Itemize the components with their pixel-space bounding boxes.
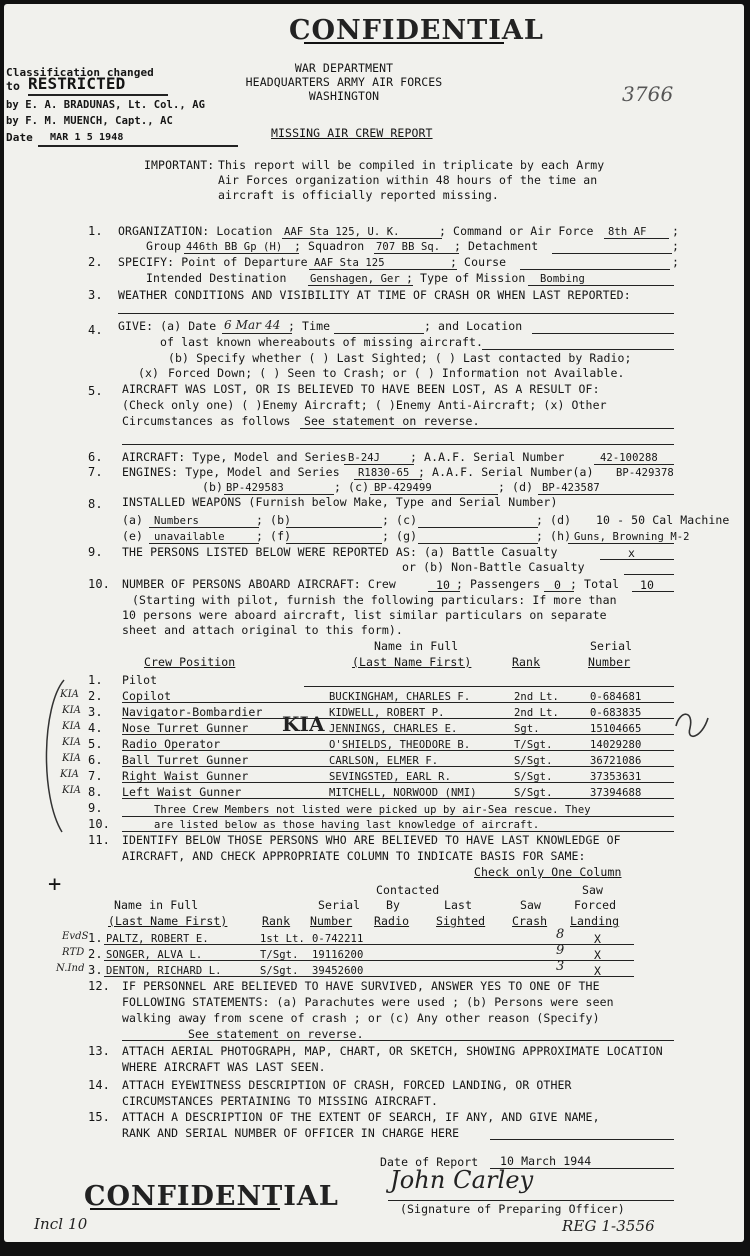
crew-row-number: 2. [88,689,103,703]
crew-serial: 15104665 [590,723,642,735]
item-9-number: 9. [88,545,103,559]
crew-header-name-2: (Last Name First) [352,655,472,669]
k-header-forced-2: Forced [574,898,617,912]
item-6-type-label: AIRCRAFT: Type, Model and Series [122,450,347,464]
crew-rank: 2nd Lt. [514,691,559,703]
crew-serial: 37394688 [590,787,642,799]
field-line [482,349,674,350]
field-line [149,543,259,544]
item-10-passengers: 0 [554,578,562,592]
item-10-crew-label: NUMBER OF PERSONS ABOARD AIRCRAFT: Crew [122,577,396,591]
field-line [528,285,674,286]
field-line [122,734,674,735]
item-10-number: 10. [88,577,110,591]
item-10-line-4: sheet and attach original to this form). [122,623,403,637]
item-7-d-label: ; (d) [498,480,534,494]
classification-line-4: by F. M. MUENCH, Capt., AC [6,115,173,127]
knowledge-forced: X [594,948,602,962]
item-1-location: AAF Sta 125, U. K. [284,226,400,238]
k-header-saw-1: Saw [520,898,542,912]
item-7-number: 7. [88,465,103,479]
crew-position: Ball Turret Gunner [122,753,249,767]
item-15-line-2: RANK AND SERIAL NUMBER OF OFFICER IN CHARGE HERE [122,1126,460,1140]
k-header-rank: Rank [262,914,291,928]
knowledge-serial: 39452600 [312,965,364,977]
field-line [334,333,424,334]
field-line [632,591,674,592]
item-14-line-2: CIRCUMSTANCES PERTAINING TO MISSING AIRCRAFT. [122,1094,439,1108]
field-line [122,1040,674,1041]
date-of-report: 10 March 1944 [500,1154,592,1168]
crew-position: Nose Turret Gunner [122,721,249,735]
classification-date-line [38,145,238,147]
crew-position: Left Waist Gunner [122,785,242,799]
crew-row-number: 5. [88,737,103,751]
header-washington: WASHINGTON [308,89,380,103]
item-7-serial-label: ; A.A.F. Serial Number(a) [418,465,594,479]
crew-status-mark: KIA [62,753,81,764]
crew-serial: 14029280 [590,739,642,751]
item-2-departure-label: SPECIFY: Point of Departure [118,255,308,269]
corner-number: 3766 [622,82,674,106]
field-line [122,702,674,703]
item-1-command: 8th AF [608,226,647,238]
item-1-squadron: 707 BB Sq. [376,241,441,253]
knowledge-row-number: 3. [88,963,103,977]
item-8-number: 8. [88,497,103,511]
classification-restricted: RESTRICTED [28,74,126,93]
field-line [122,782,674,783]
knowledge-rank: T/Sgt. [260,949,299,961]
bottom-left-note: Incl 10 [34,1215,88,1233]
knowledge-status-mark: RTD [62,947,85,958]
stamp-strikeout [304,42,504,44]
item-3-weather: WEATHER CONDITIONS AND VISIBILITY AT TIME OF CRASH OR WHEN LAST REPORTED: [118,288,631,302]
knowledge-note: 3 [556,959,565,974]
item-10-total: 10 [640,578,655,592]
signature-caption: (Signature of Preparing Officer) [400,1202,625,1216]
item-1-end-2: ; [672,239,680,253]
field-line [544,591,574,592]
item-8-e: unavailable [154,531,225,543]
crew-serial: 37353631 [590,771,642,783]
field-line [309,269,457,270]
margin-plus-mark: + [48,872,62,897]
item-8-h: Guns, Browning M-2 [574,531,690,543]
important-line-1: This report will be compiled in triplicate by each Army [218,158,605,172]
item-3-number: 3. [88,288,103,302]
item-7-serial-b: BP-429583 [226,482,284,494]
field-line [184,253,299,254]
classification-date-label: Date [6,131,33,144]
knowledge-rank: 1st Lt. [260,933,305,945]
field-line [308,285,413,286]
crew-name: O'SHIELDS, THEODORE B. [329,739,471,751]
field-line [594,464,674,465]
important-line-3: aircraft is officially reported missing. [218,188,499,202]
crew-rank: Sgt. [514,723,540,735]
crew-status-mark: KIA [62,705,81,716]
item-10-line-2: (Starting with pilot, furnish the following particulars: If more than [132,593,617,607]
item-4-line-4: Forced Down; ( ) Seen to Crash; or ( ) Information not Available. [168,366,625,380]
crew-rank: S/Sgt. [514,771,553,783]
item-4-date: 6 Mar 44 [224,318,281,332]
crew-row-number: 6. [88,753,103,767]
field-line [122,444,674,445]
item-7-serial-c: BP-429499 [374,482,432,494]
k-header-name-1: Name in Full [114,898,199,912]
crew-rank: 2nd Lt. [514,707,559,719]
crew-rank: S/Sgt. [514,755,553,767]
confidential-stamp-top: CONFIDENTIAL [289,15,544,46]
classification-date: MAR 1 5 1948 [50,132,124,143]
important-label: IMPORTANT: [144,158,215,172]
item-1-command-label: ; Command or Air Force [439,224,594,238]
item-7-engine: R1830-65 [358,467,410,479]
field-line [122,718,674,719]
item-2-course-label: ; Course [450,255,507,269]
knowledge-status-mark: EvdS [62,931,89,942]
item-1-detachment-label: ; Detachment [454,239,539,253]
item-7-b-label: (b) [202,480,224,494]
crew-position: Radio Operator [122,737,221,751]
item-4-line-3: (b) Specify whether ( ) Last Sighted; ( ) Last contacted by Radio; [168,351,632,365]
item-5-line-3: Circumstances as follows [122,414,291,428]
item-4-time-label: ; Time [288,319,331,333]
item-7-type-label: ENGINES: Type, Model and Series [122,465,340,479]
crew-row-number: 8. [88,785,103,799]
crew-header-serial-2: Number [588,655,631,669]
field-line [532,333,674,334]
item-8-e-label: (e) [122,529,144,543]
field-line [122,816,674,817]
crew-name: KIDWELL, ROBERT P. [329,707,445,719]
item-8-a-label: (a) [122,513,144,527]
field-line [428,591,460,592]
item-6-serial-label: ; A.A.F. Serial Number [410,450,565,464]
item-2-destination-label: Intended Destination [146,271,287,285]
crew-header-position: Crew Position [144,655,236,669]
field-line [118,313,674,314]
item-7-c-label: ; (c) [334,480,370,494]
item-5-line-1: AIRCRAFT WAS LOST, OR IS BELIEVED TO HAVE BEEN LOST, AS A RESULT OF: [122,382,600,396]
k-header-last-1: Last [444,898,473,912]
field-line [418,527,538,528]
knowledge-row-number: 1. [88,931,103,945]
k-header-contacted-1: Contacted [376,883,440,897]
header-war-department: WAR DEPARTMENT [294,61,394,75]
field-line [300,428,674,429]
item-4-number: 4. [88,323,103,337]
item-2-departure: AAF Sta 125 [314,257,385,269]
field-line [122,831,674,832]
item-2-mission-label: ; Type of Mission [406,271,526,285]
item-11-check-only: Check only One Column [474,865,622,879]
crew-status-mark: KIA [62,785,81,796]
k-header-contacted-2: By [386,898,401,912]
k-header-serial-2: Number [310,914,353,928]
crew-name: BUCKINGHAM, CHARLES F. [329,691,471,703]
crew-status-mark: KIA [62,737,81,748]
item-5-line-2: (Check only one) ( )Enemy Aircraft; ( )Enemy Anti-Aircraft; (x) Other [122,398,607,412]
field-line [222,333,292,334]
field-line [600,559,674,560]
item-4-line-2: of last known whereabouts of missing aircraft. [160,335,484,349]
important-line-2: Air Forces organization within 48 hours of the time an [218,173,598,187]
item-8-a: Numbers [154,515,199,527]
field-line [374,253,459,254]
item-10-line-3: 10 persons were aboard aircraft, list similar particulars on separate [122,608,607,622]
crew-position: Navigator-Bombardier [122,705,263,719]
item-8-h-label: ; (h) [536,529,572,543]
field-line [149,527,259,528]
item-4-location-label: ; and Location [424,319,523,333]
handwritten-kia: KIA [282,712,325,736]
item-13-line-2: WHERE AIRCRAFT WAS LAST SEEN. [122,1060,326,1074]
item-2-destination: Genshagen, Ger [310,273,400,285]
crew-header-name-1: Name in Full [374,639,459,653]
field-line [104,960,634,961]
crew-position: Pilot [122,673,158,687]
field-line [624,574,674,575]
knowledge-serial: 0-742211 [312,933,364,945]
item-4-forced-mark: (x) [138,366,160,380]
k-header-forced-1: Saw [582,883,604,897]
crew-status-mark: KIA [60,689,79,700]
field-line [122,766,674,767]
crew-row-number: 9. [88,801,103,815]
form-title: MISSING AIR CREW REPORT [271,126,433,140]
knowledge-status-mark: N.Ind [56,963,85,974]
item-13-line-1: ATTACH AERIAL PHOTOGRAPH, MAP, CHART, OR SKETCH, SHOWING APPROXIMATE LOCATION [122,1044,663,1058]
crew-serial: 0-683835 [590,707,642,719]
crew-note-line-2: are listed below as those having last knowledge of aircraft. [154,819,540,831]
field-line [604,238,669,239]
field-line [104,976,634,977]
item-6-serial: 42-100288 [600,452,658,464]
classification-line-3: by E. A. BRADUNAS, Lt. Col., AG [6,99,206,111]
item-12-line-3: walking away from scene of crash ; or (c) Any other reason (Specify) [122,1011,600,1025]
crew-header-serial-1: Serial [590,639,633,653]
field-line [490,1139,674,1140]
crew-status-mark: KIA [62,721,81,732]
item-15-line-1: ATTACH A DESCRIPTION OF THE EXTENT OF SEARCH, IF ANY, AND GIVE NAME, [122,1110,600,1124]
item-8-g-label: ; (g) [382,529,418,543]
k-header-forced-3: Landing [570,914,620,928]
k-header-name-2: (Last Name First) [108,914,228,928]
crew-row-number: 10. [88,817,110,831]
item-10-total-label: ; Total [570,577,620,591]
classification-underline [28,94,168,96]
crew-header-rank: Rank [512,655,541,669]
item-1-squadron-label: ; Squadron [294,239,365,253]
item-8-line-1: INSTALLED WEAPONS (Furnish below Make, Type and Serial Number) [122,495,558,509]
field-line [520,269,670,270]
field-line [286,527,382,528]
signature: John Carley [390,1166,534,1194]
item-11-line-1: IDENTIFY BELOW THOSE PERSONS WHO ARE BELIEVED TO HAVE LAST KNOWLEDGE OF [122,833,621,847]
item-6-number: 6. [88,450,103,464]
crew-position: Copilot [122,689,172,703]
item-11-number: 11. [88,833,110,847]
crew-name: CARLSON, ELMER F. [329,755,439,767]
item-8-f-label: ; (f) [256,529,292,543]
item-4-date-label: GIVE: (a) Date [118,319,217,333]
crew-note-line-1: Three Crew Members not listed were picked up by air-Sea rescue. They [154,804,591,816]
date-of-report-label: Date of Report [380,1155,479,1169]
field-line [304,686,674,687]
knowledge-forced: X [594,932,602,946]
item-12-line-4: See statement on reverse. [188,1027,364,1041]
item-12-line-2: FOLLOWING STATEMENTS: (a) Parachutes were used ; (b) Persons were seen [122,995,614,1009]
item-7-serial-d: BP-423587 [542,482,600,494]
k-header-serial-1: Serial [318,898,361,912]
crew-position: Right Waist Gunner [122,769,249,783]
item-2-end: ; [672,255,680,269]
item-1-end: ; [672,224,680,238]
crew-name: MITCHELL, NORWOOD (NMI) [329,787,477,799]
bracket-mark [34,676,74,836]
crew-status-mark: KIA [60,769,79,780]
crew-rank: T/Sgt. [514,739,553,751]
knowledge-name: PALTZ, ROBERT E. [106,933,209,945]
item-6-aircraft: B-24J [348,452,381,464]
field-line [568,543,674,544]
classification-to: to [6,79,21,93]
item-8-c-label: ; (c) [382,513,418,527]
knowledge-name: DENTON, RICHARD L. [106,965,222,977]
item-5-circumstances: See statement on reverse. [304,414,480,428]
header-hq: HEADQUARTERS ARMY AIR FORCES [245,75,443,89]
item-12-number: 12. [88,979,110,993]
field-line [552,253,672,254]
k-header-last-2: Sighted [436,914,486,928]
item-1-location-label: ORGANIZATION: Location [118,224,273,238]
crew-row-number: 3. [88,705,103,719]
field-line [538,494,674,495]
item-10-crew: 10 [436,578,451,592]
field-line [344,464,414,465]
item-1-number: 1. [88,224,103,238]
item-2-mission: Bombing [540,273,585,285]
crew-name: JENNINGS, CHARLES E. [329,723,458,735]
item-10-passengers-label: ; Passengers [456,577,541,591]
knowledge-rank: S/Sgt. [260,965,299,977]
margin-scribble [672,708,714,744]
item-8-d: 10 - 50 Cal Machine [596,513,730,527]
crew-rank: S/Sgt. [514,787,553,799]
knowledge-name: SONGER, ALVA L. [106,949,203,961]
knowledge-note: 9 [556,943,565,958]
classification-line-1: Classification changed [6,66,154,79]
knowledge-note: 8 [556,927,565,942]
crew-serial: 36721086 [590,755,642,767]
item-11-line-2: AIRCRAFT, AND CHECK APPROPRIATE COLUMN TO INDICATE BASIS FOR SAME: [122,849,586,863]
item-8-d-label: ; (d) [536,513,572,527]
crew-name: SEVINGSTED, EARL R. [329,771,452,783]
stamp-strikeout [90,1208,280,1210]
field-line [388,1200,674,1201]
document-page [4,4,744,1242]
item-13-number: 13. [88,1044,110,1058]
knowledge-serial: 19116200 [312,949,364,961]
field-line [122,798,674,799]
item-5-number: 5. [88,384,103,398]
crew-row-number: 1. [88,673,103,687]
crew-row-number: 4. [88,721,103,735]
item-2-number: 2. [88,255,103,269]
item-12-line-1: IF PERSONNEL ARE BELIEVED TO HAVE SURVIVED, ANSWER YES TO ONE OF THE [122,979,600,993]
item-9-line-1: THE PERSONS LISTED BELOW WERE REPORTED AS: (a) Battle Casualty [122,545,558,559]
field-line [286,543,382,544]
knowledge-forced: X [594,964,602,978]
item-15-number: 15. [88,1110,110,1124]
field-line [104,944,634,945]
bottom-reference: REG 1-3556 [562,1217,655,1235]
knowledge-row-number: 2. [88,947,103,961]
field-line [122,750,674,751]
item-8-b-label: ; (b) [256,513,292,527]
item-9-line-2: or (b) Non-Battle Casualty [402,560,585,574]
k-header-saw-2: Crash [512,914,548,928]
confidential-stamp-bottom: CONFIDENTIAL [84,1181,339,1212]
item-1-group-label: Group [146,239,182,253]
item-1-group: 446th BB Gp (H) [186,241,283,253]
field-line [418,543,538,544]
crew-row-number: 7. [88,769,103,783]
item-7-serial-a: BP-429378 [616,467,674,479]
crew-serial: 0-684681 [590,691,642,703]
item-9-battle-casualty: x [628,546,636,560]
k-header-contacted-3: Radio [374,914,410,928]
item-14-line-1: ATTACH EYEWITNESS DESCRIPTION OF CRASH, FORCED LANDING, OR OTHER [122,1078,572,1092]
item-14-number: 14. [88,1078,110,1092]
